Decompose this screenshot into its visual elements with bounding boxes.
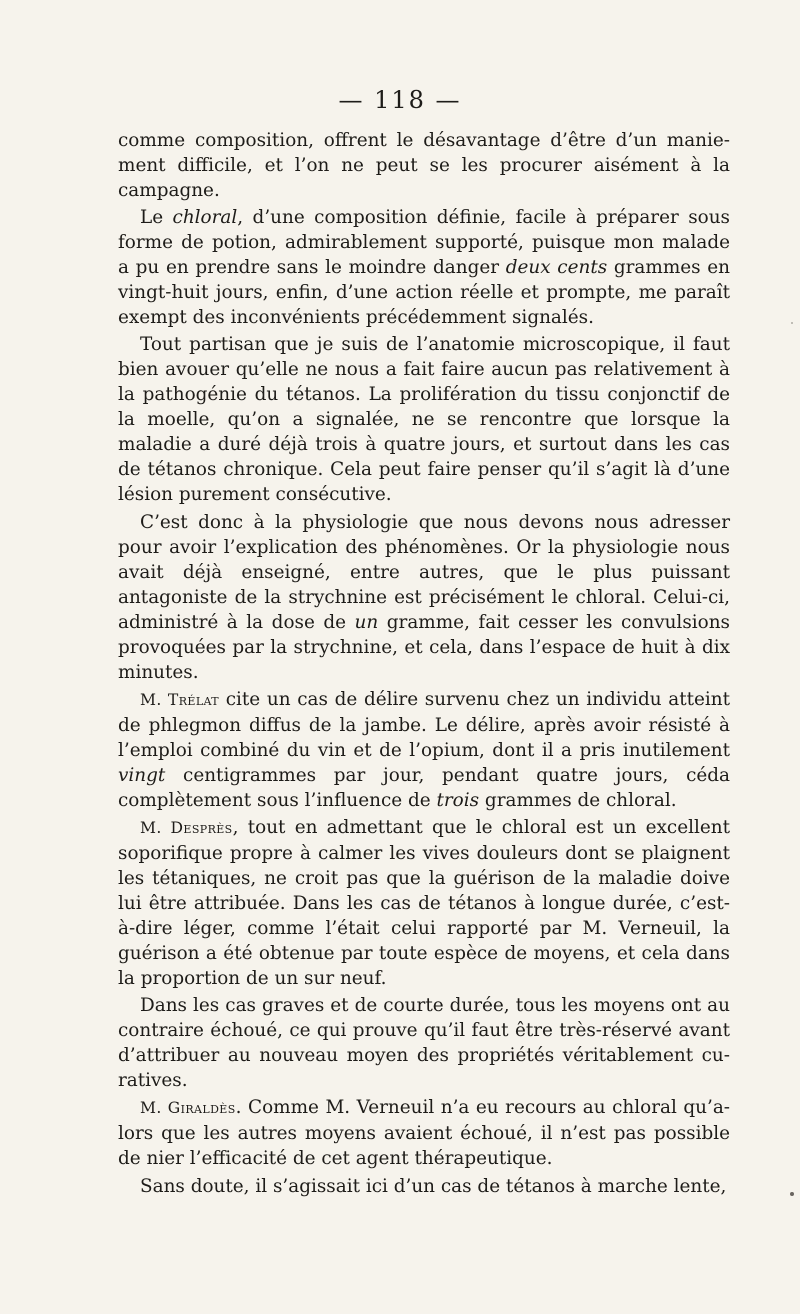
paragraph-1: comme composition, offrent le désavantage d’être d’un maniement difficile, et l’on ne peut se les procurer aisément à la campagne. xyxy=(118,130,730,201)
emphasis-vingt: vingt xyxy=(118,764,166,786)
page-number: — 118 — xyxy=(338,86,462,114)
body-text xyxy=(118,128,730,1199)
paper-speck xyxy=(791,322,793,324)
emphasis-trois: trois xyxy=(436,789,480,811)
speaker-despres: M. Desprès xyxy=(140,818,233,837)
paragraph-4: C’est donc à la physiologie que nous devons nous adresser pour avoir l’explication des phénomènes. Or la physiologie nous avait déjà enseigné, entre autres, que le plus puissant antagoniste de la strychnine est précisément le chloral. Celui-ci, administré à la dose de un gramme, fait cesser les convulsions provoquées par la strychnine, et cela, dans l’espace de huit à dix minutes. xyxy=(118,511,730,683)
emphasis-chloral: chloral xyxy=(172,207,238,229)
paragraph-3: Tout partisan que je suis de l’anatomie microscopique, il faut bien avouer qu’elle ne nous a fait faire aucun pas relativement à la pathogénie du tétanos. La prolifération du tissu conjonctif de la moelle, qu’on a signalée, ne se rencontre que lorsque la maladie a duré déjà trois à quatre jours, et surtout dans les cas de tétanos chronique. Cela peut faire penser qu’il s’agit là d’une lésion purement consécutive. xyxy=(118,334,730,506)
paper-speck xyxy=(790,1192,794,1196)
paragraph-6: M. Desprès, tout en admettant que le chloral est un excellent soporifique propre à calmer les vives douleurs dont se plaignent les tétaniques, ne croit pas que la guérison de la maladie doive lui être attribuée. Dans les cas de tétanos à longue durée, c’est-à-dire léger, comme l’était celui rapporté par M. Verneuil, la guérison a été obtenue par toute espèce de moyens, et cela dans la proportion de un sur neuf. xyxy=(118,816,730,989)
paragraph-7: Dans les cas graves et de courte durée, tous les moyens ont au contraire échoué, ce qui prouve qu’il faut être très-réservé avant d’attribuer au nouveau moyen des propriétés véritablement curatives. xyxy=(118,995,730,1092)
speaker-trelat: M. Trélat xyxy=(140,690,220,709)
paragraph-9: Sans doute, il s’agissait ici d’un cas de tétanos à marche lente, xyxy=(140,1175,727,1197)
emphasis-un: un xyxy=(354,611,379,633)
emphasis-deux-cents: deux cents xyxy=(505,257,608,279)
paragraph-5: M. Trélat cite un cas de délire survenu chez un individu atteint de phlegmon diffus de la jambe. Le délire, après avoir résisté à l’emploi combiné du vin et de l’opium, dont il a pris inutilement vingt centigrammes par jour, pendant quatre jours, céda complètement sous l’influence de trois grammes de chloral. xyxy=(118,688,730,811)
paragraph-2: Le chloral, d’une composition définie, facile à préparer sous forme de potion, admirablement supporté, puisque mon malade a pu en prendre sans le moindre danger deux cents grammes en vingt-huit jours, enfin, d’une action réelle et prompte, me paraît exempt des inconvénients précédemment signalés. xyxy=(118,207,730,329)
paragraph-8: M. Giraldès. Comme M. Verneuil n’a eu recours au chloral qu’alors que les autres moyens avaient échoué, il n’est pas possible de nier l’efficacité de cet agent thérapeutique. xyxy=(118,1097,730,1170)
speaker-giraldes: M. Giraldès xyxy=(140,1099,236,1118)
